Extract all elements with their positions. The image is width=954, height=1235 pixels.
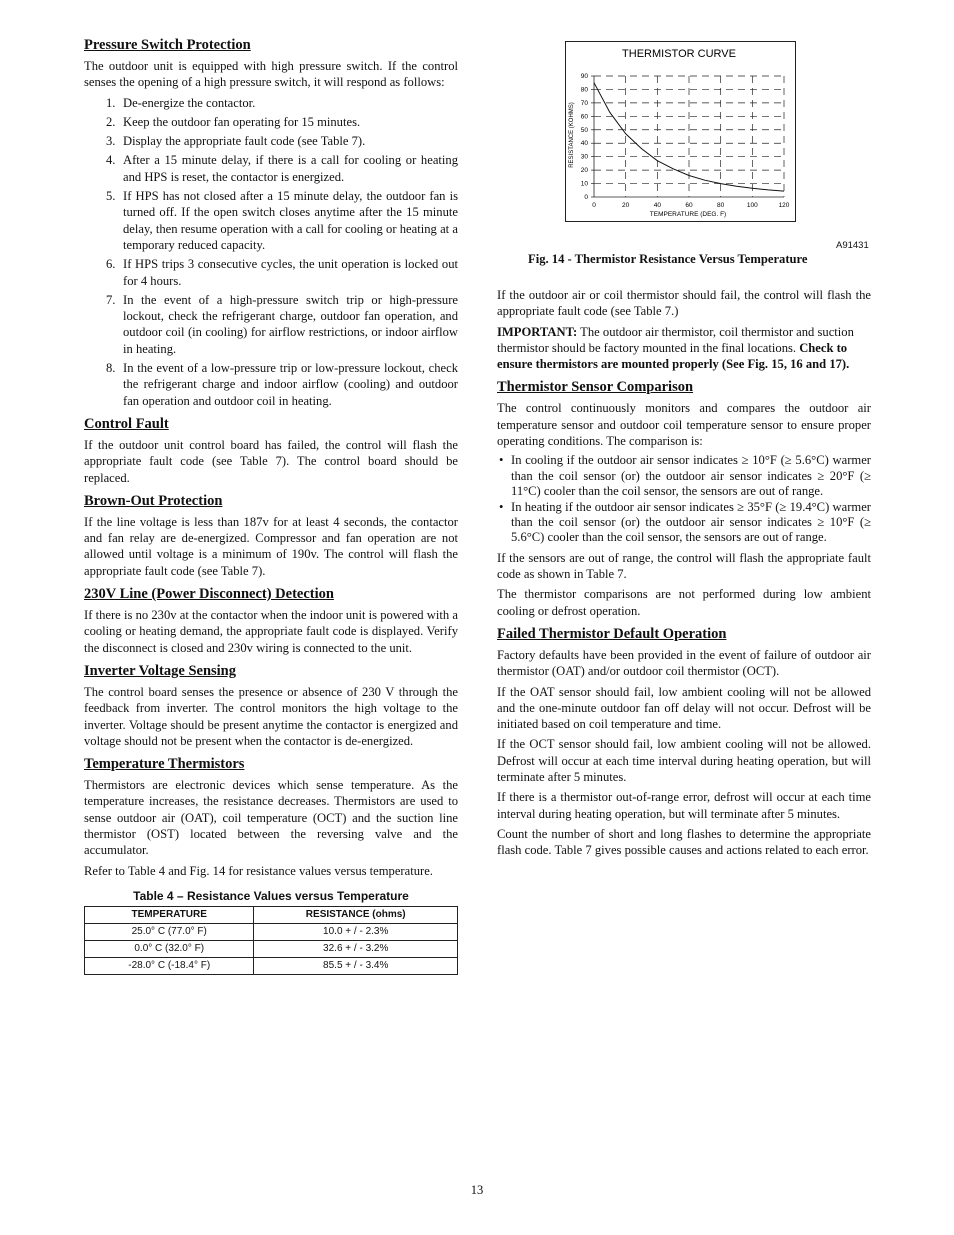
table-row xyxy=(85,957,458,974)
list-item: 7. In the event of a high-pressure switch trip or high-pressure lockout, check the refrigerant charge, outdoor fan operation, and outdoor coil (in cooling) for airflow restrictions, or indoor airflow in heating. xyxy=(106,292,458,356)
table-header: RESISTANCE (ohms) xyxy=(254,906,458,923)
failed-default-p1: Factory defaults have been provided in the event of failure of outdoor air thermistor (OAT) and/or outdoor coil thermistor (OCT). xyxy=(497,648,871,679)
comparison-out-of-range-text: If the sensors are out of range, the control will flash the appropriate fault code as shown in Table 7. xyxy=(497,550,871,582)
table-cell: 0.0° C (32.0° F) xyxy=(85,940,254,957)
y-tick-label: 90 xyxy=(580,73,588,80)
important-text: The outdoor air thermistor, coil thermistor and suction thermistor should be factory mounted in the final locations. xyxy=(497,324,854,355)
important-label: IMPORTANT: xyxy=(497,324,578,339)
list-item: 8. In the event of a low-pressure trip or low-pressure lockout, check the refrigerant charge and indoor airflow (cooling) and outdoor fan operation and outdoor coil in heating. xyxy=(106,361,458,408)
list-item: 2. Keep the outdoor fan operating for 15 minutes. xyxy=(106,114,361,129)
y-tick-label: 20 xyxy=(580,167,588,175)
x-axis-label: TEMPERATURE (DEG. F) xyxy=(649,211,727,218)
table-cell: 85.5 + / - 3.4% xyxy=(254,957,458,974)
table-row xyxy=(85,940,458,957)
y-tick-label: 40 xyxy=(580,140,588,148)
control-fault-text: If the outdoor unit control board has failed, the control will flash the appropriate fault code (see Table 7). The control board should be replaced. xyxy=(84,437,458,485)
figure-id: A91431 xyxy=(836,240,869,251)
brownout-heading: Brown-Out Protection xyxy=(84,492,223,509)
table-cell: 32.6 + / - 3.2% xyxy=(254,940,458,957)
table-cell: -28.0° C (-18.4° F) xyxy=(85,957,254,974)
x-tick-label: 20 xyxy=(622,202,630,209)
thermistor-chart xyxy=(566,42,795,221)
list-item: 4. After a 15 minute delay, if there is a call for cooling or heating and HPS is reset, the contactor is energized. xyxy=(106,153,458,184)
resistance-table xyxy=(84,906,458,975)
pressure-switch-intro: The outdoor unit is equipped with high pressure switch. If the control senses the opening of a high pressure switch, it will respond as follows: xyxy=(84,59,458,90)
table-row xyxy=(85,923,458,940)
y-tick-label: 30 xyxy=(580,153,588,161)
list-item: 6. If HPS trips 3 consecutive cycles, the unit operation is locked out for 4 hours. xyxy=(106,257,458,288)
x-tick-label: 40 xyxy=(653,202,661,209)
list-item: • In heating if the outdoor air sensor indicates ≥ 35°F (≥ 19.4°C) warmer than the coil sensor (or) the outdoor air sensor indicates ≥ 10°F (≥ 5.6°C) cooler than the coil sensor, the sensors are out of range. xyxy=(499,499,871,545)
right-column xyxy=(497,287,871,863)
thermistor-fail-text: If the outdoor air or coil thermistor should fail, the control will flash the appropriate fault code (see Table 7.) xyxy=(497,288,871,319)
left-column xyxy=(84,36,458,975)
table-cell: 10.0 + / - 2.3% xyxy=(254,923,458,940)
x-tick-label: 120 xyxy=(778,202,790,209)
brownout-text: If the line voltage is less than 187v for at least 4 seconds, the contactor and fan relay are de-energized. Compressor and fan operation are not allowed until voltage is a minimum of 190v. The control will flash the appropriate fault code (see Table 7). xyxy=(84,514,458,578)
important-bold-text: Check to ensure thermistors are mounted properly (See Fig. 15, 16 and 17). xyxy=(497,340,850,372)
x-tick-label: 0 xyxy=(592,202,596,209)
thermistors-heading: Temperature Thermistors xyxy=(84,756,245,773)
failed-default-p2: If the OAT sensor should fail, low ambient cooling will not be allowed and the one-minute outdoor fan off delay will not occur. Defrost will be initiated based on coil temperature and time. xyxy=(497,684,871,732)
table-header-row xyxy=(85,906,458,923)
line230-heading: 230V Line (Power Disconnect) Detection xyxy=(84,586,334,603)
x-tick-label: 100 xyxy=(746,202,758,209)
failed-default-p4: If there is a thermistor out-of-range error, defrost will occur at each time interval during heating operation, but will terminate after 5 minutes. xyxy=(497,790,871,821)
comparison-intro: The control continuously monitors and compares the outdoor air temperature sensor and outdoor coil temperature sensor to ensure proper operating conditions. The comparison is: xyxy=(497,401,871,449)
pressure-switch-list xyxy=(84,95,458,409)
list-item: 1. De-energize the contactor. xyxy=(106,95,256,110)
x-tick-label: 80 xyxy=(717,202,725,209)
chart-title: THERMISTOR CURVE xyxy=(622,48,736,60)
list-item: 3. Display the appropriate fault code (see Table 7). xyxy=(106,134,366,149)
y-tick-label: 50 xyxy=(580,126,588,134)
comparison-list xyxy=(497,453,871,545)
list-item: 5. If HPS has not closed after a 15 minute delay, the outdoor fan is turned off. If the open switch closes anytime after the 15 minute delay, then resume operation with a call for cooling or heating at a temporary reduced capacity. xyxy=(106,189,458,252)
failed-default-p5: Count the number of short and long flashes to determine the appropriate flash code. Table 7 gives possible causes and actions related to each error. xyxy=(497,826,871,858)
table4-caption: Table 4 – Resistance Values versus Temperature xyxy=(133,888,409,903)
y-tick-label: 70 xyxy=(580,99,588,107)
comparison-heading: Thermistor Sensor Comparison xyxy=(497,379,694,396)
y-tick-label: 0 xyxy=(584,194,588,201)
table-header: TEMPERATURE xyxy=(85,906,254,923)
thermistors-refer-text: Refer to Table 4 and Fig. 14 for resistance values versus temperature. xyxy=(84,863,433,878)
pressure-switch-heading: Pressure Switch Protection xyxy=(84,37,251,53)
important-note xyxy=(497,324,871,373)
inverter-heading: Inverter Voltage Sensing xyxy=(84,662,236,679)
line230-text: If there is no 230v at the contactor when the indoor unit is powered with a cooling or heating demand, the appropriate fault code is displayed. Verify the disconnect is closed and 230v wiring is connected to the unit. xyxy=(84,608,458,655)
y-tick-label: 60 xyxy=(580,113,588,121)
control-fault-heading: Control Fault xyxy=(84,415,169,432)
inverter-text: The control board senses the presence or absence of 230 V through the feedback from inverter. The control monitors the high voltage to the inverter. Voltage should be present anytime the contactor is energized and voltage should not be present when the contactor is de-energized. xyxy=(84,684,458,748)
y-tick-label: 80 xyxy=(580,86,588,94)
table-cell: 25.0° C (77.0° F) xyxy=(85,923,254,940)
list-item: • In cooling if the outdoor air sensor indicates ≥ 10°F (≥ 5.6°C) warmer than the coil sensor (or) the outdoor air sensor indicates ≥ 20°F (≥ 11°C) cooler than the coil sensor, the sensors are out of range. xyxy=(499,453,871,499)
figure-caption: Fig. 14 - Thermistor Resistance Versus Temperature xyxy=(528,252,808,266)
comparison-not-performed-text: The thermistor comparisons are not performed during low ambient cooling or defrost operation. xyxy=(497,587,871,618)
failed-default-heading: Failed Thermistor Default Operation xyxy=(497,626,727,642)
thermistor-chart-frame xyxy=(565,41,796,222)
thermistors-text: Thermistors are electronic devices which sense temperature. As the temperature increases, the resistance decreases. Thermistors are used to sense outdoor air (OAT), coil temperature (OCT) and the suction line thermistor (OST) located between the reversing valve and the accumulator. xyxy=(84,778,458,858)
page-number: 13 xyxy=(470,1183,484,1197)
y-axis-label: RESISTANCE (KOHMS) xyxy=(569,102,575,168)
y-tick-label: 10 xyxy=(580,180,588,188)
failed-default-p3: If the OCT sensor should fail, low ambient cooling will not be allowed. Defrost will occur at each time interval during heating operation, but will terminate after 5 minutes. xyxy=(497,737,871,785)
x-tick-label: 60 xyxy=(685,202,693,209)
